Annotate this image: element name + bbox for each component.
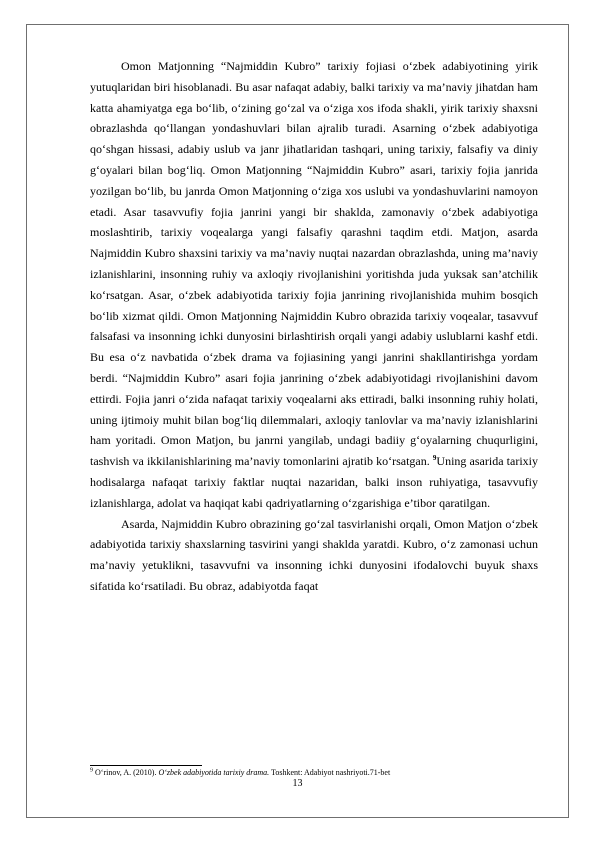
main-text — [90, 56, 538, 597]
page-number: 13 — [292, 778, 303, 789]
paragraph-1-text: Omon Matjonning “Najmiddin Kubro” tarixiy fojiasi o‘zbek adabiyotining yirik yutuqlaridan biri hisoblanadi. Bu asar nafaqat adabiy, balki tarixiy va ma’naviy jihatdan ham katta ahamiyatga ega bo‘lib, o‘zining go‘zal va o‘ziga xos ifoda shakli, yirik tarixiy shaxsni obrazlashda qo‘llangan yondashuvlari bilan ajralib turadi. Asarning o‘zbek adabiyotiga qo‘shgan hissasi, adabiy uslub va janr jihatlaridan tashqari, uning tarixiy, falsafiy va diniy g‘oyalari bilan bog‘liq. Omon Matjonning “Najmiddin Kubro” asari, tarixiy fojia janrida yozilgan bo‘lib, bu janrda Omon Matjonning o‘ziga xos uslubi va yondashuvlarini namoyon etadi. Asar tasavvufiy fojia janrini yangi bir shaklda, zamonaviy o‘zbek adabiyotiga moslashtirib, tarixiy voqealarga yangi falsafiy qarashni taqdim etdi. Matjon, asarda Najmiddin Kubro shaxsini tarixiy va ma’naviy nuqtai nazardan obrazlashda, uning ma’naviy izlanishlarini, insonning ruhiy va axloqiy rivojlanishini yoritishda juda yuksak san’atchilik ko‘rsatgan. Asar, o‘zbek adabiyotida tarixiy fojia janrining rivojlanishida muhim bosqich bo‘lib xizmat qildi. Omon Matjonning Najmiddin Kubro obrazida tarixiy voqealar, tasavvuf falsafasi va insonning ichki dunyosini birlashtirish orqali yangi adabiy uslublarni kashf etdi. Bu esa o‘z navbatida o‘zbek drama va fojiasining yangi janrini shakllantirishga yordam berdi. “Najmiddin Kubro” asari fojia janrining o‘zbek adabiyotidagi rivojlanishini davom ettirdi. Fojia janri o‘zida nafaqat tarixiy voqealarni aks ettiradi, balki insonning ruhiy holati, uning ijtimoiy muhit bilan bog‘liq dilemmalari, axloqiy tanlovlar va ma’naviy izlanishlarini ham yoritadi. Omon Matjon, bu janrni yangilab, undagi badiiy g‘oyalarning chuqurligini, tashvish va ikkilanishlarining ma’naviy tomonlarini ajratib ko‘rsatgan. — [90, 59, 538, 469]
paragraph-2: Asarda, Najmiddin Kubro obrazining go‘zal tasvirlanishi orqali, Omon Matjon o‘zbek adabiyotida tarixiy shaxslarning tasvirini yangi shaklda yaratdi. Kubro, o‘z zamonasi uchun ma’naviy yetuklikni, tasavvufni va insonning ichki dunyosini ifodalovchi buyuk shaxs sifatida ko‘rsatiladi. Bu obraz, adabiyotda faqat — [90, 516, 538, 593]
footnote-divider — [90, 765, 202, 766]
paragraph-1-tail: Uning asarida tarixiy hodisalarga nafaqat tarixiy faktlar nuqtai nazaridan, balki inson ruhiyatiga, tasavvufiy izlanishlarga, adolat va haqiqat kabi qadriyatlarning o‘zgarishiga e’tibor qaratilgan. — [90, 454, 538, 510]
footnote-mark: 9 — [90, 767, 93, 774]
paragraph-1 — [90, 56, 538, 514]
footnote-reference[interactable]: 9 — [432, 454, 437, 463]
footnote — [90, 768, 538, 778]
footnote-title: O‘zbek adabiyotida tarixiy drama. — [158, 768, 270, 777]
footnote-publisher: Toshkent: Adabiyot nashriyoti.71-bet — [271, 768, 391, 777]
footnote-author: O‘rinov, A. (2010). — [95, 768, 157, 777]
